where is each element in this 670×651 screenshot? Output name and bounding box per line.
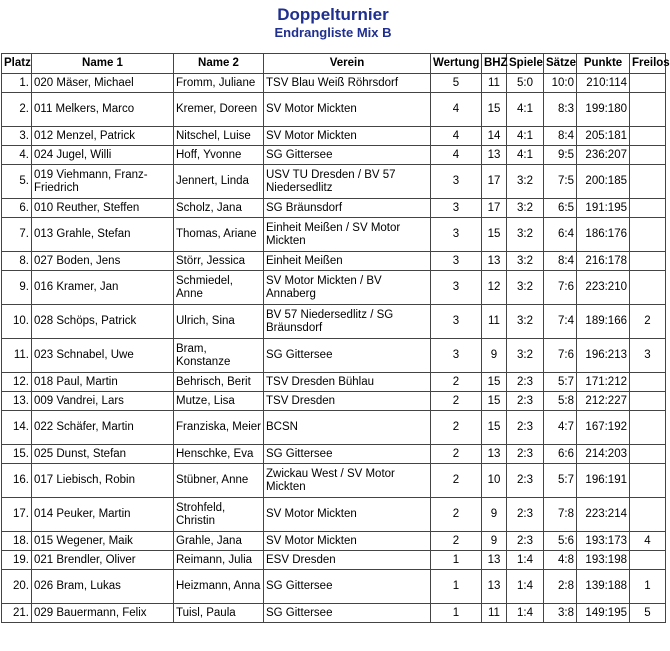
header-platz: Platz [2, 54, 32, 74]
cell-verein: SG Gittersee [264, 146, 431, 165]
cell-verein: SV Motor Mickten / BV Annaberg [264, 271, 431, 305]
cell-name1: 028 Schöps, Patrick [32, 305, 174, 339]
cell-verein: USV TU Dresden / BV 57 Niedersedlitz [264, 165, 431, 199]
cell-platz: 5. [2, 165, 32, 199]
cell-freilos: 4 [630, 532, 666, 551]
cell-name2: Fromm, Juliane [174, 74, 264, 93]
cell-platz: 2. [2, 93, 32, 127]
table-row [2, 93, 666, 127]
cell-punkte: 212:227 [577, 392, 630, 411]
table-row [2, 411, 666, 445]
cell-freilos [630, 165, 666, 199]
cell-verein: SV Motor Mickten [264, 93, 431, 127]
cell-wertung: 5 [431, 74, 482, 93]
cell-name1: 021 Brendler, Oliver [32, 551, 174, 570]
cell-name1: 024 Jugel, Willi [32, 146, 174, 165]
cell-wertung: 3 [431, 271, 482, 305]
table-row [2, 199, 666, 218]
cell-saetze: 4:8 [544, 551, 577, 570]
header-freilos: Freilos [630, 54, 666, 74]
cell-spiele: 1:4 [507, 604, 544, 623]
cell-wertung: 2 [431, 498, 482, 532]
cell-platz: 11. [2, 339, 32, 373]
cell-wertung: 4 [431, 127, 482, 146]
cell-platz: 21. [2, 604, 32, 623]
cell-platz: 20. [2, 570, 32, 604]
cell-name1: 009 Vandrei, Lars [32, 392, 174, 411]
cell-name1: 011 Melkers, Marco [32, 93, 174, 127]
cell-punkte: 196:213 [577, 339, 630, 373]
cell-verein: TSV Blau Weiß Röhrsdorf [264, 74, 431, 93]
cell-platz: 9. [2, 271, 32, 305]
table-row [2, 218, 666, 252]
cell-wertung: 4 [431, 146, 482, 165]
cell-punkte: 167:192 [577, 411, 630, 445]
cell-saetze: 7:4 [544, 305, 577, 339]
cell-wertung: 3 [431, 252, 482, 271]
cell-saetze: 3:8 [544, 604, 577, 623]
cell-freilos [630, 445, 666, 464]
cell-platz: 13. [2, 392, 32, 411]
cell-name2: Mutze, Lisa [174, 392, 264, 411]
cell-name2: Kremer, Doreen [174, 93, 264, 127]
header-punkte: Punkte [577, 54, 630, 74]
cell-saetze: 7:5 [544, 165, 577, 199]
cell-name2: Thomas, Ariane [174, 218, 264, 252]
cell-bhz: 17 [482, 199, 507, 218]
cell-platz: 7. [2, 218, 32, 252]
cell-wertung: 3 [431, 305, 482, 339]
cell-punkte: 149:195 [577, 604, 630, 623]
cell-verein: SG Gittersee [264, 445, 431, 464]
cell-freilos [630, 464, 666, 498]
cell-spiele: 2:3 [507, 411, 544, 445]
cell-freilos: 1 [630, 570, 666, 604]
header-row [2, 54, 666, 74]
table-row [2, 532, 666, 551]
header-bhz: BHZ [482, 54, 507, 74]
cell-platz: 8. [2, 252, 32, 271]
cell-name2: Strohfeld, Christin [174, 498, 264, 532]
cell-name2: Schmiedel, Anne [174, 271, 264, 305]
cell-spiele: 2:3 [507, 445, 544, 464]
cell-name2: Grahle, Jana [174, 532, 264, 551]
cell-bhz: 13 [482, 146, 507, 165]
header-verein: Verein [264, 54, 431, 74]
cell-platz: 4. [2, 146, 32, 165]
cell-bhz: 12 [482, 271, 507, 305]
table-row [2, 570, 666, 604]
cell-punkte: 199:180 [577, 93, 630, 127]
cell-wertung: 2 [431, 373, 482, 392]
cell-saetze: 9:5 [544, 146, 577, 165]
cell-name1: 016 Kramer, Jan [32, 271, 174, 305]
cell-freilos [630, 146, 666, 165]
cell-punkte: 223:210 [577, 271, 630, 305]
cell-platz: 10. [2, 305, 32, 339]
cell-freilos [630, 392, 666, 411]
cell-bhz: 14 [482, 127, 507, 146]
cell-wertung: 2 [431, 411, 482, 445]
cell-wertung: 3 [431, 339, 482, 373]
header-saetze: Sätze [544, 54, 577, 74]
cell-bhz: 15 [482, 411, 507, 445]
cell-saetze: 6:5 [544, 199, 577, 218]
table-row [2, 445, 666, 464]
cell-saetze: 5:6 [544, 532, 577, 551]
cell-bhz: 13 [482, 445, 507, 464]
page-title: Doppelturnier [277, 5, 389, 24]
cell-name2: Bram, Konstanze [174, 339, 264, 373]
table-row [2, 551, 666, 570]
cell-spiele: 3:2 [507, 165, 544, 199]
cell-saetze: 6:4 [544, 218, 577, 252]
cell-punkte: 236:207 [577, 146, 630, 165]
cell-saetze: 5:7 [544, 464, 577, 498]
table-row [2, 74, 666, 93]
cell-freilos [630, 93, 666, 127]
cell-punkte: 210:114 [577, 74, 630, 93]
cell-bhz: 15 [482, 392, 507, 411]
cell-wertung: 2 [431, 445, 482, 464]
cell-platz: 14. [2, 411, 32, 445]
cell-saetze: 5:7 [544, 373, 577, 392]
cell-name1: 022 Schäfer, Martin [32, 411, 174, 445]
cell-name2: Scholz, Jana [174, 199, 264, 218]
cell-freilos [630, 252, 666, 271]
cell-saetze: 10:0 [544, 74, 577, 93]
cell-bhz: 15 [482, 373, 507, 392]
header-wertung: Wertung [431, 54, 482, 74]
cell-saetze: 8:4 [544, 127, 577, 146]
cell-wertung: 2 [431, 532, 482, 551]
cell-name1: 010 Reuther, Steffen [32, 199, 174, 218]
cell-saetze: 8:3 [544, 93, 577, 127]
cell-name2: Stübner, Anne [174, 464, 264, 498]
table-row [2, 271, 666, 305]
cell-verein: SV Motor Mickten [264, 127, 431, 146]
cell-verein: SG Gittersee [264, 339, 431, 373]
table-row [2, 604, 666, 623]
header-name2: Name 2 [174, 54, 264, 74]
cell-punkte: 200:185 [577, 165, 630, 199]
cell-saetze: 6:6 [544, 445, 577, 464]
cell-verein: SV Motor Mickten [264, 498, 431, 532]
table-row [2, 127, 666, 146]
cell-spiele: 2:3 [507, 392, 544, 411]
cell-punkte: 189:166 [577, 305, 630, 339]
cell-name1: 013 Grahle, Stefan [32, 218, 174, 252]
cell-punkte: 193:173 [577, 532, 630, 551]
cell-verein: Einheit Meißen [264, 252, 431, 271]
cell-spiele: 3:2 [507, 252, 544, 271]
cell-punkte: 139:188 [577, 570, 630, 604]
table-row [2, 392, 666, 411]
cell-name2: Ulrich, Sina [174, 305, 264, 339]
cell-wertung: 1 [431, 570, 482, 604]
cell-verein: TSV Dresden [264, 392, 431, 411]
cell-freilos [630, 411, 666, 445]
cell-verein: Zwickau West / SV Motor Mickten [264, 464, 431, 498]
cell-saetze: 8:4 [544, 252, 577, 271]
cell-freilos [630, 551, 666, 570]
cell-name2: Behrisch, Berit [174, 373, 264, 392]
cell-bhz: 13 [482, 252, 507, 271]
header-name1: Name 1 [32, 54, 174, 74]
cell-bhz: 11 [482, 604, 507, 623]
cell-name1: 018 Paul, Martin [32, 373, 174, 392]
cell-verein: ESV Dresden [264, 551, 431, 570]
cell-wertung: 1 [431, 604, 482, 623]
cell-name1: 017 Liebisch, Robin [32, 464, 174, 498]
cell-spiele: 1:4 [507, 570, 544, 604]
cell-spiele: 3:2 [507, 339, 544, 373]
cell-spiele: 3:2 [507, 305, 544, 339]
cell-verein: SG Bräunsdorf [264, 199, 431, 218]
cell-punkte: 171:212 [577, 373, 630, 392]
cell-freilos [630, 218, 666, 252]
cell-spiele: 2:3 [507, 532, 544, 551]
cell-name1: 019 Viehmann, Franz-Friedrich [32, 165, 174, 199]
cell-wertung: 1 [431, 551, 482, 570]
table-row [2, 498, 666, 532]
cell-saetze: 2:8 [544, 570, 577, 604]
cell-bhz: 11 [482, 305, 507, 339]
cell-spiele: 2:3 [507, 373, 544, 392]
cell-verein: SG Gittersee [264, 570, 431, 604]
table-body [2, 74, 666, 623]
cell-spiele: 1:4 [507, 551, 544, 570]
cell-freilos [630, 199, 666, 218]
cell-name1: 015 Wegener, Maik [32, 532, 174, 551]
cell-name1: 014 Peuker, Martin [32, 498, 174, 532]
cell-name2: Franziska, Meier [174, 411, 264, 445]
cell-verein: SV Motor Mickten [264, 532, 431, 551]
cell-bhz: 11 [482, 74, 507, 93]
cell-punkte: 205:181 [577, 127, 630, 146]
cell-freilos: 2 [630, 305, 666, 339]
cell-spiele: 3:2 [507, 218, 544, 252]
cell-spiele: 2:3 [507, 464, 544, 498]
cell-name1: 023 Schnabel, Uwe [32, 339, 174, 373]
cell-wertung: 3 [431, 165, 482, 199]
table-row [2, 146, 666, 165]
cell-saetze: 5:8 [544, 392, 577, 411]
cell-verein: SG Gittersee [264, 604, 431, 623]
cell-punkte: 214:203 [577, 445, 630, 464]
cell-punkte: 196:191 [577, 464, 630, 498]
cell-bhz: 9 [482, 498, 507, 532]
cell-saetze: 7:8 [544, 498, 577, 532]
cell-name2: Henschke, Eva [174, 445, 264, 464]
cell-wertung: 2 [431, 464, 482, 498]
cell-platz: 18. [2, 532, 32, 551]
cell-verein: TSV Dresden Bühlau [264, 373, 431, 392]
cell-platz: 17. [2, 498, 32, 532]
cell-punkte: 191:195 [577, 199, 630, 218]
cell-saetze: 4:7 [544, 411, 577, 445]
cell-wertung: 2 [431, 392, 482, 411]
cell-bhz: 13 [482, 570, 507, 604]
cell-name2: Jennert, Linda [174, 165, 264, 199]
cell-name2: Reimann, Julia [174, 551, 264, 570]
cell-freilos [630, 127, 666, 146]
cell-name2: Heizmann, Anna [174, 570, 264, 604]
cell-bhz: 13 [482, 551, 507, 570]
table-row [2, 252, 666, 271]
cell-platz: 12. [2, 373, 32, 392]
cell-saetze: 7:6 [544, 339, 577, 373]
cell-freilos [630, 373, 666, 392]
cell-name1: 026 Bram, Lukas [32, 570, 174, 604]
table-row [2, 165, 666, 199]
cell-wertung: 4 [431, 93, 482, 127]
cell-punkte: 193:198 [577, 551, 630, 570]
cell-name1: 029 Bauermann, Felix [32, 604, 174, 623]
cell-freilos: 3 [630, 339, 666, 373]
table-row [2, 339, 666, 373]
cell-freilos [630, 271, 666, 305]
cell-freilos: 5 [630, 604, 666, 623]
cell-spiele: 2:3 [507, 498, 544, 532]
cell-spiele: 4:1 [507, 146, 544, 165]
header-spiele: Spiele [507, 54, 544, 74]
cell-saetze: 7:6 [544, 271, 577, 305]
table-row [2, 305, 666, 339]
cell-name1: 027 Boden, Jens [32, 252, 174, 271]
cell-platz: 19. [2, 551, 32, 570]
cell-name2: Nitschel, Luise [174, 127, 264, 146]
cell-freilos [630, 498, 666, 532]
cell-name2: Tuisl, Paula [174, 604, 264, 623]
cell-verein: BCSN [264, 411, 431, 445]
cell-spiele: 4:1 [507, 127, 544, 146]
cell-spiele: 4:1 [507, 93, 544, 127]
cell-platz: 6. [2, 199, 32, 218]
cell-verein: Einheit Meißen / SV Motor Mickten [264, 218, 431, 252]
cell-platz: 3. [2, 127, 32, 146]
cell-bhz: 9 [482, 532, 507, 551]
cell-bhz: 9 [482, 339, 507, 373]
cell-spiele: 3:2 [507, 271, 544, 305]
page-subtitle: Endrangliste Mix B [274, 25, 392, 40]
cell-bhz: 15 [482, 93, 507, 127]
table-row [2, 464, 666, 498]
cell-wertung: 3 [431, 199, 482, 218]
cell-name2: Störr, Jessica [174, 252, 264, 271]
cell-name1: 012 Menzel, Patrick [32, 127, 174, 146]
cell-spiele: 5:0 [507, 74, 544, 93]
cell-freilos [630, 74, 666, 93]
cell-punkte: 223:214 [577, 498, 630, 532]
cell-platz: 1. [2, 74, 32, 93]
cell-spiele: 3:2 [507, 199, 544, 218]
cell-wertung: 3 [431, 218, 482, 252]
cell-name2: Hoff, Yvonne [174, 146, 264, 165]
cell-name1: 020 Mäser, Michael [32, 74, 174, 93]
cell-platz: 16. [2, 464, 32, 498]
cell-bhz: 15 [482, 218, 507, 252]
cell-punkte: 216:178 [577, 252, 630, 271]
cell-name1: 025 Dunst, Stefan [32, 445, 174, 464]
ranking-table [1, 53, 670, 623]
table-row [2, 373, 666, 392]
cell-punkte: 186:176 [577, 218, 630, 252]
cell-bhz: 17 [482, 165, 507, 199]
cell-verein: BV 57 Niedersedlitz / SG Bräunsdorf [264, 305, 431, 339]
cell-platz: 15. [2, 445, 32, 464]
cell-bhz: 10 [482, 464, 507, 498]
